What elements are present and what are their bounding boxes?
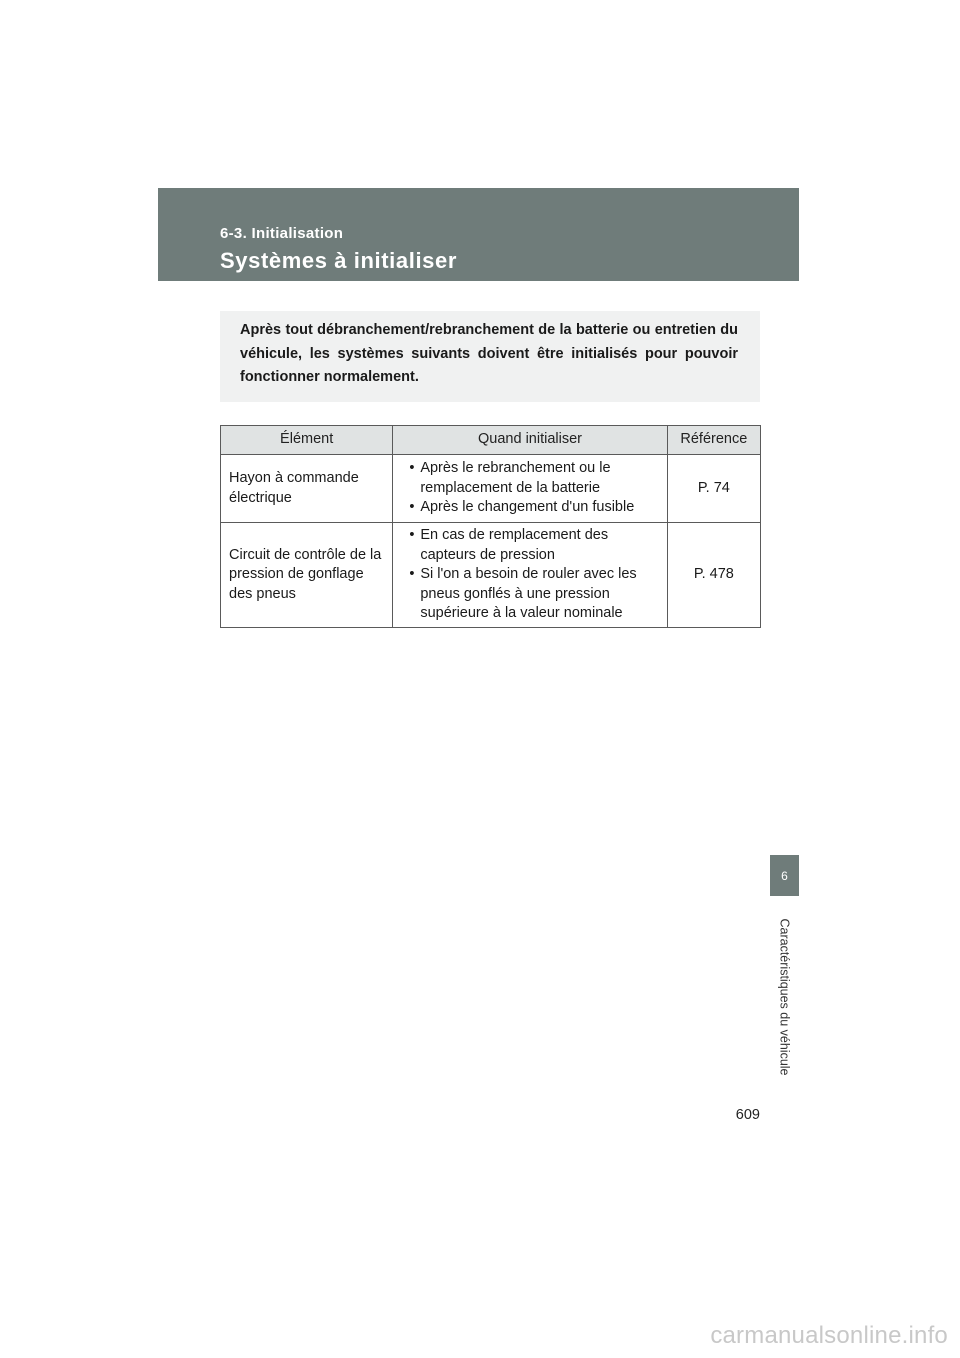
section-header: [158, 188, 799, 281]
page-number: 609: [735, 1107, 760, 1123]
chapter-tab[interactable]: [770, 855, 799, 896]
intro-text: Après tout débranchement/rebranchement de la batterie ou entretien du véhicule, les systèmes suivants doivent être initialisés pour pouvoir fonctionner normalement.: [240, 322, 738, 385]
chapter-label-text: Caractéristiques du véhicule: [778, 918, 792, 1076]
intro-box: [220, 311, 760, 402]
cell-when: [393, 523, 667, 628]
when-list: [401, 526, 658, 624]
cell-reference-link[interactable]: P. 478: [667, 523, 760, 628]
when-list: [401, 459, 658, 518]
initialization-table: [220, 425, 761, 628]
list-item: • Si l'on a besoin de rouler avec les pneus gonflés à une pression supérieure à la valeur nominale: [420, 565, 658, 624]
chapter-number: 6: [781, 868, 788, 883]
table-row: [221, 523, 761, 628]
table-header-row: [221, 426, 761, 455]
header-reference: Référence: [667, 426, 760, 455]
cell-element: Hayon à commande électrique: [221, 455, 393, 523]
list-item: • En cas de remplacement des capteurs de pression: [420, 526, 658, 565]
table-row: [221, 455, 761, 523]
header-when: Quand initialiser: [393, 426, 667, 455]
section-label: 6-3. Initialisation: [220, 225, 344, 242]
header-element: Élément: [221, 426, 393, 455]
page-title: Systèmes à initialiser: [220, 248, 457, 273]
cell-when: [393, 455, 667, 523]
cell-element: Circuit de contrôle de la pression de gonflage des pneus: [221, 523, 393, 628]
chapter-label: [775, 906, 795, 1088]
cell-reference-link[interactable]: P. 74: [667, 455, 760, 523]
list-item: • Après le rebranchement ou le remplacement de la batterie: [420, 459, 658, 498]
watermark: carmanualsonline.info: [710, 1322, 948, 1349]
list-item: • Après le changement d'un fusible: [420, 498, 658, 518]
